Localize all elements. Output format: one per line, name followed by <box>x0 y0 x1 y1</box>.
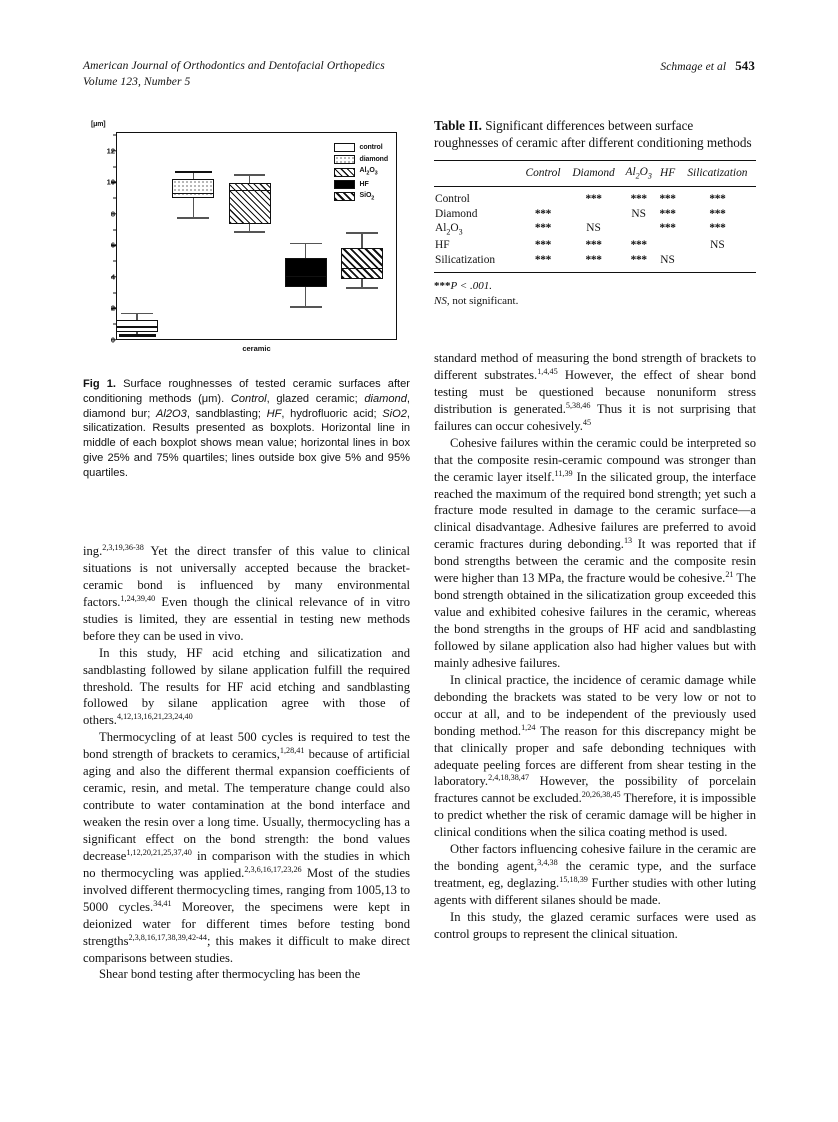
table-cell: *** <box>709 207 726 220</box>
boxplot-control <box>116 133 158 341</box>
boxplot-HF <box>285 133 327 341</box>
table-cell: NS <box>660 254 675 267</box>
whisker-cap-p5 <box>234 231 266 233</box>
y-tick-label: 8 <box>110 209 115 219</box>
footnote-p-value: P < .001. <box>450 280 492 293</box>
body-paragraph: standard method of measuring the bond strength of brackets to different substrates.$^{1,4,45}$ However, the effect of shear bond testing must be questioned because nonuniform stress distribution is generated.$^{5,38,46}$ Thus it is not surprising that failures can occur cohesively.$^{45}$ <box>434 351 756 433</box>
table-row-header: Silicatization <box>435 254 496 267</box>
legend-label-SiO2: SiO$_2$ <box>359 192 375 202</box>
table-cell <box>679 253 756 273</box>
table-header-row <box>434 160 756 186</box>
significance-table <box>434 160 756 274</box>
y-tick-label: 0 <box>110 335 115 345</box>
table-cell: NS <box>586 222 601 235</box>
caption-term: Al2O3 <box>155 407 187 420</box>
footnote-ns-text: not significant. <box>449 295 519 308</box>
whisker-cap-p95 <box>121 313 153 315</box>
body-paragraph: ing.$^{2,3,19,36-38}$ Yet the direct transfer of this value to clinical situations is not universally accepted because the bracket-ceramic bond is influenced by many environmental factors.$^{1,24,39,40}$ Even though the clinical relevance of in vitro studies is limited, they are essential in testing new methods before they can be used in vivo. <box>83 542 410 643</box>
table-cell: NS <box>631 207 646 220</box>
median-line <box>341 268 383 270</box>
legend-item-HF <box>334 180 388 189</box>
chart-legend <box>334 143 388 202</box>
whisker-lower <box>193 198 194 218</box>
legend-item-control <box>334 143 388 152</box>
box-iqr <box>341 248 383 279</box>
table-column-header: Diamond <box>572 166 615 179</box>
legend-swatch-control <box>334 143 355 152</box>
table-body <box>434 186 756 272</box>
table-footnotes <box>434 279 756 309</box>
y-tick-label: 6 <box>110 240 115 250</box>
table-row <box>434 221 756 238</box>
table-row <box>434 186 756 206</box>
whisker-cap-p95 <box>234 174 266 176</box>
table-corner-cell <box>434 160 520 186</box>
table-title-text: Significant differences between surface roughnesses of ceramic after different conditioning methods <box>434 118 752 150</box>
y-axis-unit-label: [μm] <box>91 121 106 128</box>
table-cell: *** <box>630 239 647 252</box>
table-cell: *** <box>630 254 647 267</box>
whisker-lower <box>361 279 362 288</box>
caption-term: HF <box>266 407 282 420</box>
median-line <box>285 276 327 278</box>
authors-and-page <box>660 58 755 74</box>
body-paragraph: Shear bond testing after thermocycling has been the <box>99 967 361 982</box>
journal-volume: Volume 123, Number 5 <box>83 76 191 89</box>
caption-term: Control <box>230 392 267 405</box>
table-cell: *** <box>534 222 552 235</box>
footnote-ns-label: NS, <box>434 295 450 308</box>
legend-swatch-diamond <box>334 155 355 164</box>
whisker-cap-p5 <box>290 306 322 308</box>
footnote-ns <box>434 294 756 309</box>
plot-frame <box>116 132 397 340</box>
table-cell <box>621 221 656 238</box>
table-cell <box>520 186 566 206</box>
caption-term: diamond <box>364 392 407 405</box>
figure-1 <box>83 118 410 480</box>
table-column-header: Silicatization <box>687 166 748 179</box>
table-cell: *** <box>659 192 676 205</box>
table-row-header: Control <box>435 192 470 205</box>
figure-caption <box>83 377 410 480</box>
whisker-lower <box>249 224 250 231</box>
legend-label-control: control <box>359 144 383 151</box>
whisker-cap-p95 <box>346 232 378 234</box>
y-tick-label: 10 <box>106 177 115 187</box>
body-paragraph: In this study, HF acid etching and silicatization and sandblasting followed by silane application fulfill the required threshold. The results for HF acid etching and sandblasting followed by silane application agree with those of others.$^{4,12,13,16,21,23,24,40}$ <box>83 645 410 728</box>
journal-info <box>83 58 385 91</box>
table-row <box>434 253 756 273</box>
table-row-header: HF <box>435 239 450 252</box>
table-row-header: Diamond <box>435 207 478 220</box>
caption-term: SiO2 <box>382 407 407 420</box>
x-axis-label: ceramic <box>242 344 271 353</box>
left-column-figure <box>83 118 410 480</box>
legend-item-Al2O3 <box>334 167 388 176</box>
table-cell: *** <box>659 222 676 235</box>
whisker-upper <box>305 243 306 259</box>
median-line <box>229 190 271 192</box>
median-line <box>116 326 158 328</box>
body-paragraph: Cohesive failures within the ceramic could be interpreted so that the composite resin-ceramic compound was stronger than the ceramic layer itself.$^{11,39}$ In the silicated group, the interface reached the maximum of the required bond strength; yet such a fracture mode resulted in damage to the ceramic surface—a clinical disadvantage. Adhesive failures are preferred to avoid ceramic fractures during debonding.$^{13}$ It was reported that if bond strengths between the ceramic and the composite resin were higher than 13 MPa, the fracture would be cohesive.$^{21}$ The bond strength obtained in the silicatization group exceeded this value and exhibited cohesive failures in the ceramic, whereas the bond strengths in the groups of HF acid and sandblasting followed by silane application also had higher values but with mainly adhesive failures. <box>434 435 757 670</box>
legend-label-HF: HF <box>359 180 369 188</box>
y-tick-label: 2 <box>110 303 115 313</box>
legend-swatch-HF <box>334 180 355 189</box>
footnote-stars: *** <box>434 280 451 293</box>
right-column-table <box>434 118 756 309</box>
legend-swatch-SiO2 <box>334 192 355 201</box>
body-paragraph: Thermocycling of at least 500 cycles is required to test the bond strength of brackets to ceramics,$^{1,28,41}$ because of artificial aging and also the different thermal expansion coefficients of ceramic, resin, and metal. The temperature change could also contribute to water contamination at the bond interface and weaken the resin over a long time. Usually, thermocycling has a significant effect on the bond strength: the bond values decrease$^{1,12,20,21,25,37,40}$ in comparison with the studies in which no thermocycling was applied.$^{2,3,6,16,17,23,26}$ Most of the studies involved different thermocycling times, ranging from 1005,13 to 5000 cycles.$^{34,41}$ Moreover, the specimens were kept in deionized water for different times before testing bond strengths$^{2,3,8,16,17,38,39,42-44}$; this makes it difficult to make direct comparisons between studies. <box>83 730 410 965</box>
running-head <box>83 58 755 91</box>
whisker-cap-p5 <box>119 334 156 337</box>
table-cell <box>656 238 679 253</box>
whisker-lower <box>305 287 306 306</box>
table-column-header: HF <box>659 166 676 179</box>
legend-swatch-Al2O3 <box>334 168 355 177</box>
legend-item-SiO2 <box>334 192 388 201</box>
median-line <box>172 193 214 195</box>
footnote-significance <box>434 279 756 294</box>
table-column-header: Control <box>525 166 561 179</box>
whisker-cap-p95 <box>290 243 322 245</box>
table-row <box>434 238 756 253</box>
table-header <box>434 160 756 186</box>
box-iqr <box>285 258 327 287</box>
boxplot-diamond <box>172 133 214 341</box>
table-cell <box>566 206 621 221</box>
table-label: Table II. <box>434 118 482 133</box>
table-column-header: $Al_2O_3$ <box>625 165 652 180</box>
table-cell: *** <box>659 207 676 220</box>
left-column-body-text <box>83 543 410 983</box>
legend-label-diamond: diamond <box>359 156 388 164</box>
whisker-cap-p95 <box>175 171 212 174</box>
figure-caption-body: Surface roughnesses of tested ceramic surfaces after conditioning methods (μm). Control, glazed ceramic; diamond, diamond bur; Al2O3, sandblasting; HF, hydrofluoric acid; SiO2, silicatization. Results presented as boxplots. Horizontal line in middle of each boxplot shows mean value; horizontal lines in box give 25% and 75% quartiles; lines outside box give 5% and 95% quartiles. <box>83 378 410 479</box>
table-cell: *** <box>585 192 602 205</box>
table-row <box>434 206 756 221</box>
table-cell: NS <box>710 239 725 252</box>
table-title <box>434 118 756 152</box>
body-paragraph: Other factors influencing cohesive failure in the ceramic are the bonding agent,$^{3,4,38}$ the ceramic type, and the surface treatment, eg, deglazing.$^{15,18,39}$ Further studies with other luting agents with different silanes should be made. <box>434 842 757 907</box>
box-iqr <box>172 179 214 197</box>
table-2 <box>434 118 756 309</box>
table-row-header: $Al_2O_3$ <box>435 222 463 237</box>
table-cell: *** <box>709 222 726 235</box>
table-cell: *** <box>534 239 552 252</box>
whisker-cap-p5 <box>177 217 209 219</box>
whisker-upper <box>361 232 362 248</box>
boxplot-chart <box>83 118 410 366</box>
legend-item-diamond <box>334 155 388 164</box>
y-tick-label: 4 <box>110 272 115 282</box>
table-cell: *** <box>534 254 552 267</box>
journal-name: American Journal of Orthodontics and Dentofacial Orthopedics <box>83 60 385 72</box>
boxplot-Al2O3 <box>229 133 271 341</box>
table-cell: *** <box>709 192 726 205</box>
authors-name: Schmage et al <box>660 61 727 73</box>
figure-number: Fig 1. <box>83 378 117 390</box>
table-cell: *** <box>585 254 602 267</box>
table-cell: *** <box>534 207 552 220</box>
right-column-body-text <box>434 350 756 943</box>
table-cell: *** <box>585 239 602 252</box>
table-cell: *** <box>630 192 647 205</box>
y-tick-label: 12 <box>106 146 115 156</box>
legend-label-Al2O3: $Al_2O_3$ <box>359 167 378 177</box>
whisker-cap-p5 <box>346 287 378 289</box>
body-paragraph: In this study, the glazed ceramic surfaces were used as control groups to represent the clinical situation. <box>434 909 756 941</box>
page-number: 543 <box>735 58 755 73</box>
body-paragraph: In clinical practice, the incidence of ceramic damage while debonding the brackets was stated to be very low or not to occur at all, and to be independent of the previously used bonding method.$^{1,24}$ The reason for this discrepancy might be that clinically proper and safe debonding techniques with adequate peeling forces are different from shear testing in the laboratory.$^{2,4,18,38,47}$ However, the possibility of porcelain fractures cannot be excluded.$^{20,26,38,45}$ Therefore, it is impossible to predict whether the risk of ceramic damage will be higher in clinical conditions when the silica coating method is used. <box>434 672 756 840</box>
